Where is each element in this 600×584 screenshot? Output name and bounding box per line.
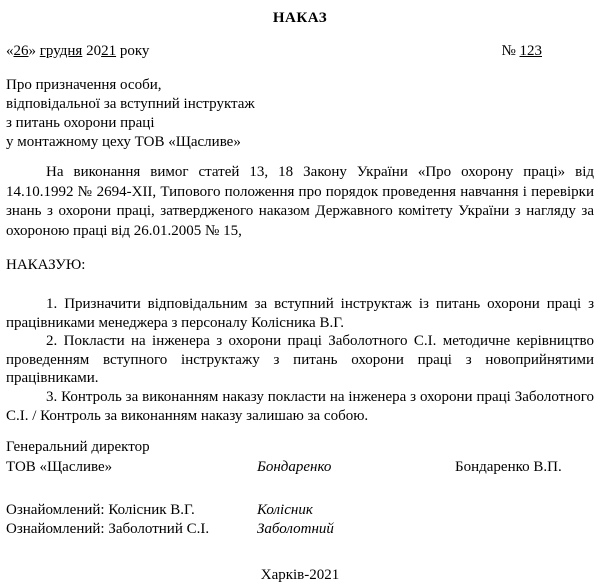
- order-items: [6, 295, 594, 425]
- order-item: 3. Контроль за виконанням наказу покласти на інженера з охорони праці Заболотного С.І. / Контроль за виконанням наказу залишаю за собою.: [6, 388, 594, 424]
- signer-typed-name: Бондаренко В.П.: [455, 459, 562, 476]
- order-verb: НАКАЗУЮ:: [6, 257, 86, 273]
- order-item: 2. Покласти на інженера з охорони праці Заболотного С.І. методичне керівництво проведенням вступного інструктажу з питань охорони праці з новоприйнятими працівниками.: [6, 333, 594, 387]
- subject-line: відповідальної за вступний інструктаж: [6, 96, 255, 112]
- order-item: 1. Призначити відповідальним за вступний інструктаж із питань охорони праці з працівниками менеджера з персоналу Колісника В.Г.: [6, 296, 594, 331]
- signature-handwritten: Бондаренко: [257, 459, 332, 476]
- acknowledgment-label: Ознайомлений: Заболотний С.І.: [6, 521, 210, 538]
- subject-block: [6, 76, 594, 152]
- signer-position-line2: ТОВ «Щасливе»: [6, 459, 113, 476]
- date-year: 21: [101, 43, 117, 59]
- date-day: 26: [13, 43, 29, 59]
- acknowledgment-signature: Колісник: [257, 502, 313, 519]
- signature-row: [6, 457, 594, 477]
- footer-city-year: Харків-2021: [260, 567, 340, 584]
- subject-line: Про призначення особи,: [6, 77, 162, 93]
- document-number-value: 123: [519, 43, 542, 59]
- signature-block: [6, 437, 594, 477]
- acknowledgment-row: [6, 501, 594, 520]
- subject-line: з питань охорони праці: [6, 115, 155, 131]
- date-month: грудня: [39, 43, 83, 59]
- acknowledgment-signature: Заболотний: [257, 521, 334, 538]
- acknowledgment-label: Ознайомлений: Колісник В.Г.: [6, 502, 195, 519]
- signer-position-line1: Генеральний директор: [6, 439, 150, 456]
- date-number-row: [6, 43, 594, 60]
- document-date: «26» грудня 2021 року: [6, 43, 150, 59]
- document-title: НАКАЗ: [272, 10, 328, 26]
- document-number: № 123: [501, 43, 542, 59]
- acknowledgment-row: [6, 520, 594, 539]
- preamble-paragraph: На виконання вимог статей 13, 18 Закону України «Про охорону праці» від 14.10.1992 № 2694-ХІІ, Типового положення про порядок проведення навчання і перевірки знань з охорони праці, затвердженого наказом Державного комітету України з нагляду за охороною праці від 26.01.2005 № 15,: [6, 164, 594, 239]
- acknowledgment-block: [6, 501, 594, 539]
- subject-line: у монтажному цеху ТОВ «Щасливе»: [6, 134, 241, 150]
